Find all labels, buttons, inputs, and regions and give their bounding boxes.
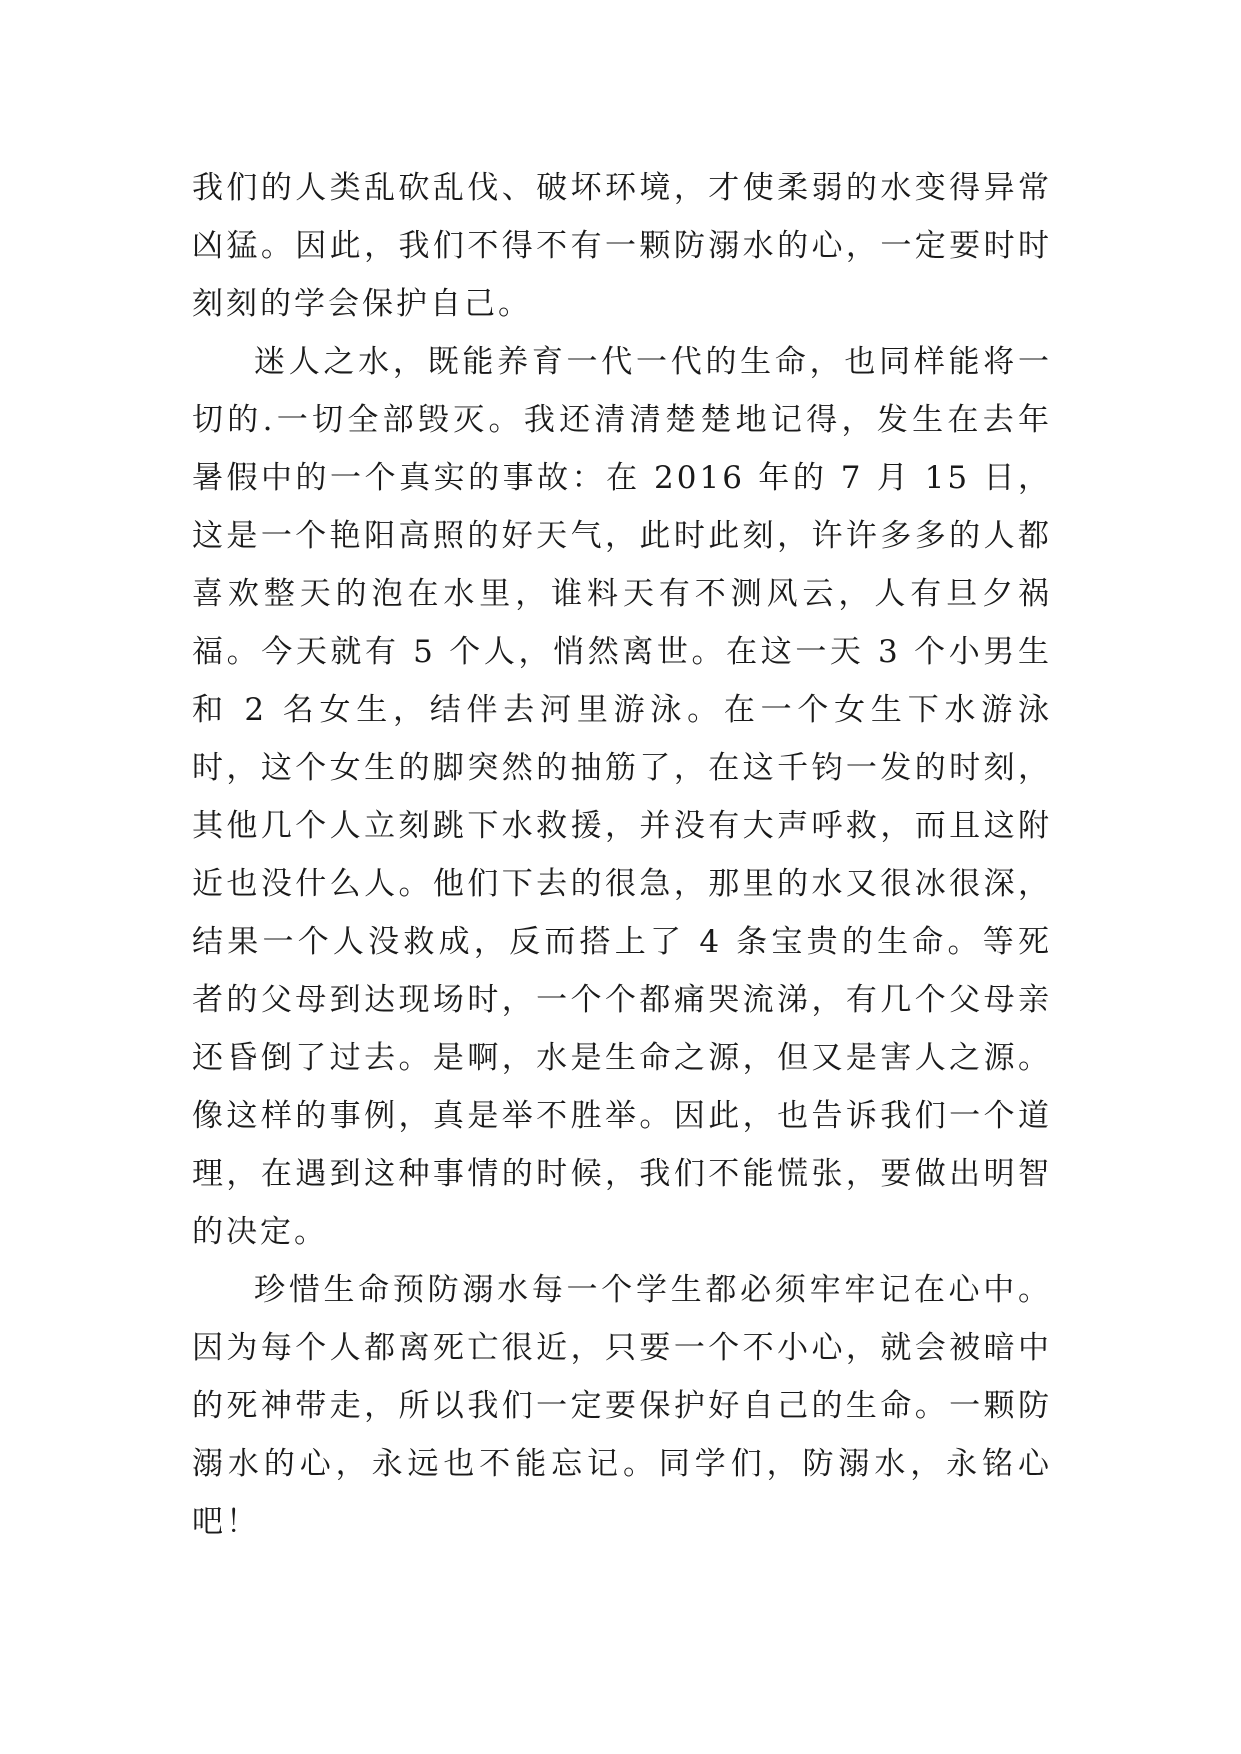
- paragraph-1: 我们的人类乱砍乱伐、破坏环境，才使柔弱的水变得异常凶猛。因此，我们不得不有一颗防溺水的心，一定要时时刻刻的学会保护自己。: [192, 170, 1052, 322]
- paragraph-2: 迷人之水，既能养育一代一代的生命，也同样能将一切的.一切全部毁灭。我还清清楚楚地记得，发生在去年暑假中的一个真实的事故：在 2016 年的 7 月 15 日，这是一个艳阳高照的好天气，此时此刻，许许多多的人都喜欢整天的泡在水里，谁料天有不测风云，人有旦夕祸福。今天就有 5 个人，悄然离世。在这一天 3 个小男生和 2 名女生，结伴去河里游泳。在一个女生下水游泳时，这个女生的脚突然的抽筋了，在这千钧一发的时刻，其他几个人立刻跳下水救援，并没有大声呼救，而且这附近也没什么人。他们下去的很急，那里的水又很冰很深，结果一个人没救成，反而搭上了 4 条宝贵的生命。等死者的父母到达现场时，一个个都痛哭流涕，有几个父母亲还昏倒了过去。是啊，水是生命之源，但又是害人之源。像这样的事例，真是举不胜举。因此，也告诉我们一个道理，在遇到这种事情的时候，我们不能慌张，要做出明智的决定。: [192, 344, 1052, 1250]
- paragraph-3: 珍惜生命预防溺水每一个学生都必须牢牢记在心中。因为每个人都离死亡很近，只要一个不小心，就会被暗中的死神带走，所以我们一定要保护好自己的生命。一颗防溺水的心，永远也不能忘记。同学们，防溺水，永铭心吧！: [192, 1272, 1052, 1540]
- document-body: [192, 159, 1052, 1551]
